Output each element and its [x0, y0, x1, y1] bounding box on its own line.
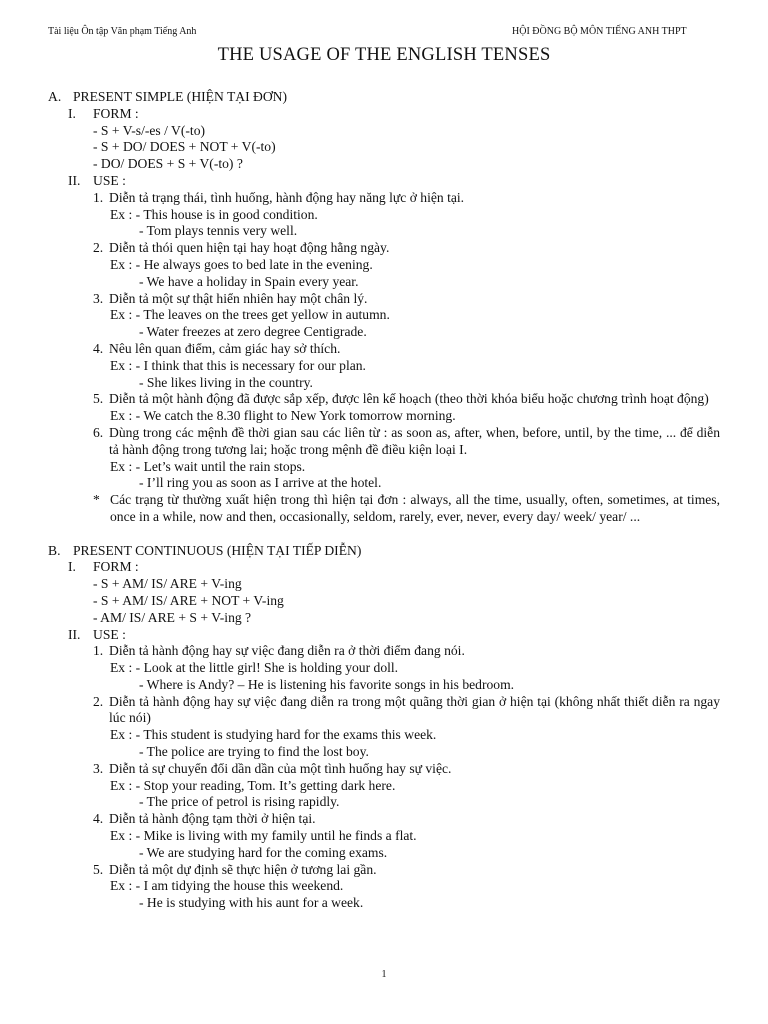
form-line: - AM/ IS/ ARE + S + V-ing ? — [93, 609, 252, 625]
section-b-form-heading: I. FORM : — [68, 559, 139, 575]
document-header-left: Tài liệu Ôn tập Văn phạm Tiếng Anh — [48, 26, 197, 37]
example-line: - She likes living in the country. — [139, 374, 313, 390]
use-item: 1. Diễn tả trạng thái, tình huống, hành động hay năng lực ở hiện tại. — [93, 189, 465, 205]
example-line: Ex : - Look at the little girl! She is holding your doll. — [110, 660, 399, 676]
example-line: Ex : - This student is studying hard for the exams this week. — [110, 727, 437, 743]
section-b-heading: B. PRESENT CONTINUOUS (HIỆN TẠI TIẾP DIỄN) — [48, 542, 362, 558]
use-item: 4. Nêu lên quan điểm, cảm giác hay sở thích. — [93, 340, 341, 356]
use-item: 4. Diễn tả hành động tạm thời ở hiện tại. — [93, 811, 316, 827]
example-line: Ex : - He always goes to bed late in the evening. — [110, 256, 373, 272]
example-line: Ex : - Let’s wait until the rain stops. — [110, 458, 306, 474]
use-item: 3. Diễn tả sự chuyển đổi dần dần của một tình huống hay sự việc. — [93, 760, 452, 776]
section-b-use-heading: II. USE : — [68, 626, 126, 642]
use-item: 6. Dùng trong các mệnh đề thời gian sau các liên từ : as soon as, after, when, before, until, by the time, ... để diễn tả hành động trong tương lai; hoặc trong mệnh đề điều kiện loại I. — [93, 424, 720, 457]
use-item: 2. Diễn tả thói quen hiện tại hay hoạt động hằng ngày. — [93, 240, 390, 256]
form-line: - S + AM/ IS/ ARE + V-ing — [93, 576, 242, 592]
example-line: - Tom plays tennis very well. — [139, 223, 298, 239]
use-item: 2. Diễn tả hành động hay sự việc đang diễn ra trong một quãng thời gian ở hiện tại (không nhất thiết diễn ra ngay lúc nói) — [93, 693, 720, 726]
example-line: Ex : - Stop your reading, Tom. It’s getting dark here. — [110, 777, 396, 793]
form-line: - S + AM/ IS/ ARE + NOT + V-ing — [93, 592, 284, 608]
example-line: Ex : - The leaves on the trees get yellow in autumn. — [110, 307, 390, 323]
document-header-right: HỘI ĐỒNG BỘ MÔN TIẾNG ANH THPT — [512, 26, 687, 37]
use-item: 5. Diễn tả một hành động đã được sắp xếp, được lên kế hoạch (theo thời khóa biểu hoặc chương trình hoạt động) — [93, 391, 709, 407]
example-line: - Where is Andy? – He is listening his favorite songs in his bedroom. — [139, 676, 515, 692]
example-line: Ex : - We catch the 8.30 flight to New York tomorrow morning. — [110, 408, 456, 424]
use-item: 1. Diễn tả hành động hay sự việc đang diễn ra ở thời điểm đang nói. — [93, 643, 465, 659]
example-line: Ex : - I think that this is necessary for our plan. — [110, 357, 366, 373]
page-number: 1 — [381, 969, 387, 980]
example-line: Ex : - I am tidying the house this weekend. — [110, 878, 344, 894]
document-body — [48, 89, 720, 912]
section-a-heading: A. PRESENT SIMPLE (HIỆN TẠI ĐƠN) — [48, 89, 287, 104]
form-line: - S + DO/ DOES + NOT + V(-to) — [93, 139, 276, 155]
section-spacer — [48, 526, 720, 543]
page-title: THE USAGE OF THE ENGLISH TENSES — [217, 45, 551, 65]
adverb-note: * Các trạng từ thường xuất hiện trong thì hiện tại đơn : always, all the time, usually, often, sometimes, at times, once in a while, now and then, occasionally, seldom, rarely, ever, never, every day/ week/ year/ ... — [93, 492, 720, 524]
use-item: 3. Diễn tả một sự thật hiển nhiên hay một chân lý. — [93, 290, 368, 306]
example-line: - We have a holiday in Spain every year. — [139, 273, 359, 289]
form-line: - S + V-s/-es / V(-to) — [93, 122, 206, 138]
example-line: - We are studying hard for the coming exams. — [139, 844, 388, 860]
example-line: Ex : - Mike is living with my family until he finds a flat. — [110, 828, 417, 844]
example-line: - I’ll ring you as soon as I arrive at the hotel. — [139, 475, 382, 491]
example-line: - He is studying with his aunt for a week. — [139, 895, 364, 911]
section-a-form-heading: I. FORM : — [68, 105, 139, 121]
example-line: - The police are trying to find the lost boy. — [139, 744, 369, 760]
example-line: - Water freezes at zero degree Centigrade. — [139, 324, 367, 340]
section-a-use-heading: II. USE : — [68, 172, 126, 188]
use-item: 5. Diễn tả một dự định sẽ thực hiện ở tương lai gần. — [93, 861, 377, 877]
example-line: Ex : - This house is in good condition. — [110, 206, 318, 222]
form-line: - DO/ DOES + S + V(-to) ? — [93, 156, 243, 172]
example-line: - The price of petrol is rising rapidly. — [139, 794, 340, 810]
